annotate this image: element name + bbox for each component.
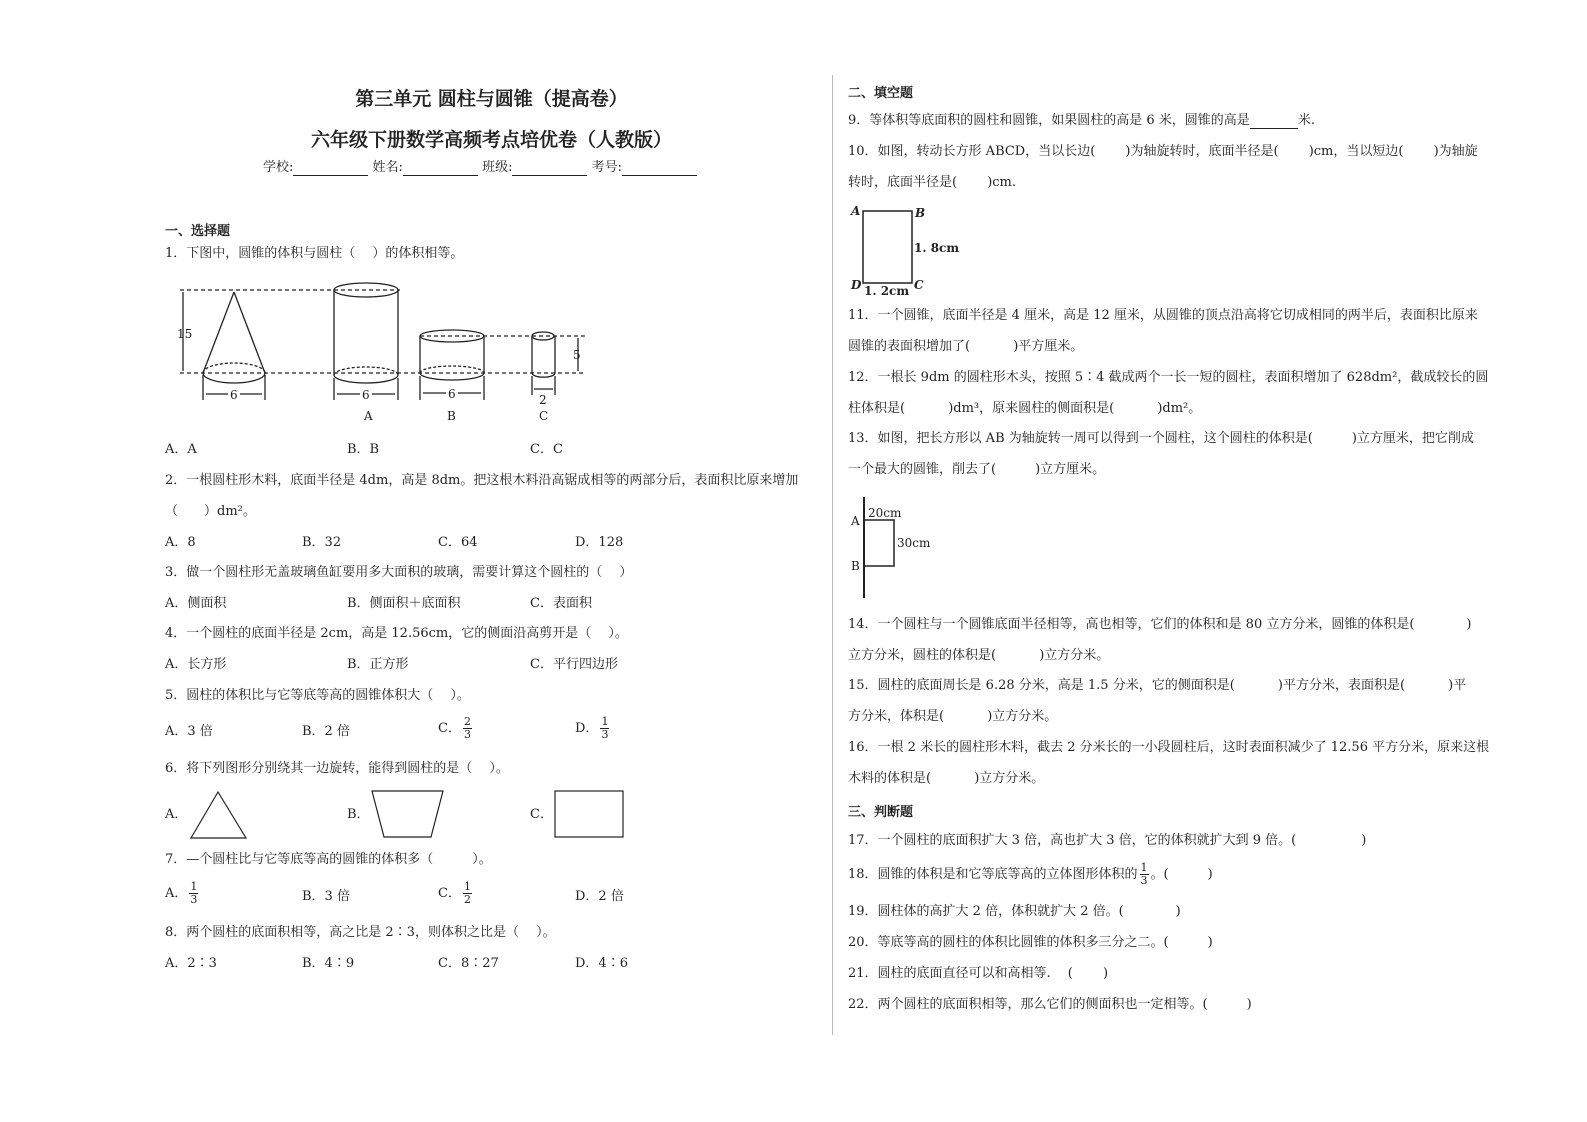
q2-option-c[interactable]: C．64: [438, 535, 478, 550]
q6-option-b[interactable]: B．: [347, 807, 370, 822]
denominator: 3: [1140, 874, 1148, 887]
school-label: 学校:: [263, 160, 294, 175]
triangle-shape: [191, 792, 246, 838]
denominator: 2: [463, 893, 471, 906]
q9-answer-blank[interactable]: [1250, 128, 1298, 129]
q1-b-diameter: 6: [448, 387, 456, 401]
q13-b: B: [851, 559, 860, 573]
q4-option-a[interactable]: A．长方形: [165, 657, 227, 672]
q7-option-d[interactable]: D．2 倍: [575, 889, 624, 904]
q1-label-a: A: [364, 409, 373, 423]
question-6: 6．将下列图形分别绕其一边旋转，能得到圆柱的是（ ）。: [165, 761, 509, 776]
q10-c: C: [914, 278, 924, 292]
denominator: 3: [601, 728, 609, 741]
q1-c-height: 5: [573, 348, 581, 362]
q9-text: 9．等体积等底面积的圆柱和圆锥，如果圆柱的高是 6 米，圆锥的高是: [848, 113, 1250, 128]
q5-option-b[interactable]: B．2 倍: [302, 724, 350, 739]
question-13: 13．如图，把长方形以 AB 为轴旋转一周可以得到一个圆柱，这个圆柱的体积是( )立方厘米，把它削成: [848, 431, 1474, 446]
option-letter: C．: [438, 721, 461, 736]
section-heading: 一、选择题: [165, 224, 231, 239]
q8-option-a[interactable]: A．2∶3: [165, 956, 217, 971]
question-18: [848, 862, 1213, 887]
q18-text: 18．圆锥的体积是和它等底等高的立体图形体积的: [848, 867, 1138, 882]
question-21: 21．圆柱的底面直径可以和高相等. ( ): [848, 966, 1109, 981]
q1-height-label: 15: [177, 327, 193, 341]
numerator: 1: [1140, 861, 1148, 874]
denominator: 3: [190, 893, 198, 906]
question-16: 16．一根 2 米长的圆柱形木料，截去 2 分米长的一小段圆柱后，这时表面积减少了 12.56 平方分米，原来这根: [848, 740, 1490, 755]
q5-option-a[interactable]: A．3 倍: [165, 724, 213, 739]
fraction: [600, 716, 609, 741]
option-letter: C．: [438, 886, 461, 901]
question-19: 19．圆柱体的高扩大 2 倍，体积就扩大 2 倍。( ): [848, 904, 1181, 919]
question-14: 14．一个圆柱与一个圆锥底面半径相等，高也相等，它们的体积和是 80 立方分米，圆锥的体积是( ): [848, 617, 1472, 632]
question-14-cont: 立方分米，圆柱的体积是( )立方分米。: [848, 648, 1110, 663]
question-7: 7．—个圆柱比与它等底等高的圆锥的体积多（ ）。: [165, 852, 492, 867]
question-15: 15．圆柱的底面周长是 6.28 分米，高是 1.5 分米，它的侧面积是( )平方分米，表面积是( )平: [848, 678, 1467, 693]
question-17: 17．一个圆柱的底面积扩大 3 倍，高也扩大 3 倍，它的体积就扩大到 9 倍。( ): [848, 833, 1367, 848]
id-label: 考号:: [591, 160, 622, 175]
q6-shapes: [191, 791, 623, 838]
q1-option-c[interactable]: C．C: [530, 442, 563, 457]
q6-option-a[interactable]: A．: [165, 807, 188, 822]
numerator: 2: [463, 715, 471, 728]
question-16-cont: 木料的体积是( )立方分米。: [848, 771, 1045, 786]
question-10-cont: 转时，底面半径是( )cm.: [848, 175, 1017, 190]
q10-b: B: [915, 206, 926, 220]
q2-option-d[interactable]: D．128: [575, 535, 624, 550]
numerator: 1: [601, 715, 609, 728]
q10-width: 1. 2cm: [864, 284, 910, 298]
q5-option-d[interactable]: [575, 716, 611, 741]
fraction: [1140, 862, 1149, 887]
q3-option-a[interactable]: A．侧面积: [165, 596, 227, 611]
q8-option-c[interactable]: C．8∶27: [438, 956, 499, 971]
question-5: 5．圆柱的体积比与它等底等高的圆锥体积大（ ）。: [165, 688, 470, 703]
question-12: 12．一根长 9dm 的圆柱形木头，按照 5∶4 截成两个一长一短的圆柱，表面积增加了 628dm²，截成较长的圆: [848, 370, 1489, 385]
q2-option-b[interactable]: B．32: [302, 535, 342, 550]
rectangle-shape: [555, 791, 623, 837]
question-2-cont: （ ）dm²。: [165, 504, 256, 519]
q13-height: 30cm: [897, 536, 931, 550]
question-1: 1．下图中，圆锥的体积与圆柱（ ）的体积相等。: [165, 246, 464, 261]
question-3: 3．做一个圆柱形无盖玻璃鱼缸要用多大面积的玻璃，需要计算这个圆柱的（ ）: [165, 565, 633, 580]
q6-option-c[interactable]: C．: [530, 807, 553, 822]
fraction: [463, 881, 472, 906]
q13-a: A: [851, 514, 860, 528]
q2-option-a[interactable]: A．8: [165, 535, 196, 550]
q1-label-b: B: [447, 409, 456, 423]
question-12-cont: 柱体积是( )dm³，原来圆柱的侧面积是( )dm²。: [848, 401, 1202, 416]
question-15-cont: 方分米，体积是( )立方分米。: [848, 709, 1058, 724]
q4-option-b[interactable]: B．正方形: [347, 657, 409, 672]
cylinder-a: [334, 283, 398, 383]
question-8: 8．两个圆柱的底面积相等，高之比是 2∶3，则体积之比是（ ）。: [165, 925, 556, 940]
question-10: 10．如图，转动长方形 ABCD，当以长边( )为轴旋转时，底面半径是( )cm，当以短边( )为轴旋: [848, 144, 1478, 159]
section-heading: 三、判断题: [848, 805, 914, 820]
name-label: 姓名:: [372, 160, 403, 175]
title: 第三单元 圆柱与圆锥（提高卷）: [355, 88, 628, 110]
q7-option-b[interactable]: B．3 倍: [302, 889, 350, 904]
trapezoid-shape: [372, 791, 443, 837]
fraction: [189, 881, 198, 906]
q1-option-b[interactable]: B．B: [347, 442, 380, 457]
option-letter: D．: [575, 721, 599, 736]
question-4: 4．一个圆柱的底面半径是 2cm，高是 12.56cm，它的侧面沿高剪开是（ ）。: [165, 626, 628, 641]
question-11: 11．一个圆锥，底面半径是 4 厘米，高是 12 厘米，从圆锥的顶点沿高将它切成相同的两半后，表面积比原来: [848, 308, 1478, 323]
section-heading: 二、填空题: [848, 86, 914, 101]
question-11-cont: 圆锥的表面积增加了( )平方厘米。: [848, 339, 1084, 354]
q10-a: A: [851, 204, 861, 218]
q10-figure: [863, 211, 912, 283]
fraction: [463, 716, 472, 741]
q8-option-b[interactable]: B．4∶9: [302, 956, 355, 971]
q1-option-a[interactable]: A．A: [165, 442, 197, 457]
q9-unit: 米.: [1297, 113, 1315, 128]
q18-answer: 。( ): [1150, 867, 1213, 882]
q1-label-c: C: [539, 409, 549, 423]
q7-option-c[interactable]: [438, 881, 474, 906]
q7-option-a[interactable]: [165, 881, 200, 906]
numerator: 1: [463, 880, 471, 893]
cylinder-c: [532, 332, 555, 377]
q5-option-c[interactable]: [438, 716, 474, 741]
numerator: 1: [190, 880, 198, 893]
question-13-cont: 一个最大的圆锥，削去了( )立方厘米。: [848, 462, 1106, 477]
q3-option-c[interactable]: C．表面积: [530, 596, 592, 611]
denominator: 3: [463, 728, 471, 741]
question-9: [848, 113, 1315, 129]
q10-length: 1. 8cm: [914, 241, 960, 255]
q1-cone-diameter: 6: [230, 388, 238, 402]
q10-d: D: [851, 278, 862, 292]
question-22: 22．两个圆柱的底面积相等，那么它们的侧面积也一定相等。( ): [848, 997, 1252, 1012]
q1-figure: [180, 283, 585, 400]
cone: [203, 292, 265, 383]
q4-option-c[interactable]: C．平行四边形: [530, 657, 618, 672]
q1-a-diameter: 6: [362, 388, 370, 402]
class-label: 班级:: [482, 160, 513, 175]
subtitle: 六年级下册数学高频考点培优卷（人教版）: [310, 129, 672, 151]
question-20: 20．等底等高的圆柱的体积比圆锥的体积多三分之二。( ): [848, 935, 1213, 950]
q1-c-diameter: 2: [539, 393, 547, 407]
q3-option-b[interactable]: B．侧面积＋底面积: [347, 596, 461, 611]
q13-width: 20cm: [868, 506, 902, 520]
question-2: 2．一根圆柱形木料，底面半径是 4dm，高是 8dm。把这根木料沿高锯成相等的两部分后，表面积比原来增加: [165, 473, 799, 488]
q8-option-d[interactable]: D．4∶6: [575, 956, 628, 971]
option-letter: A．: [165, 886, 188, 901]
